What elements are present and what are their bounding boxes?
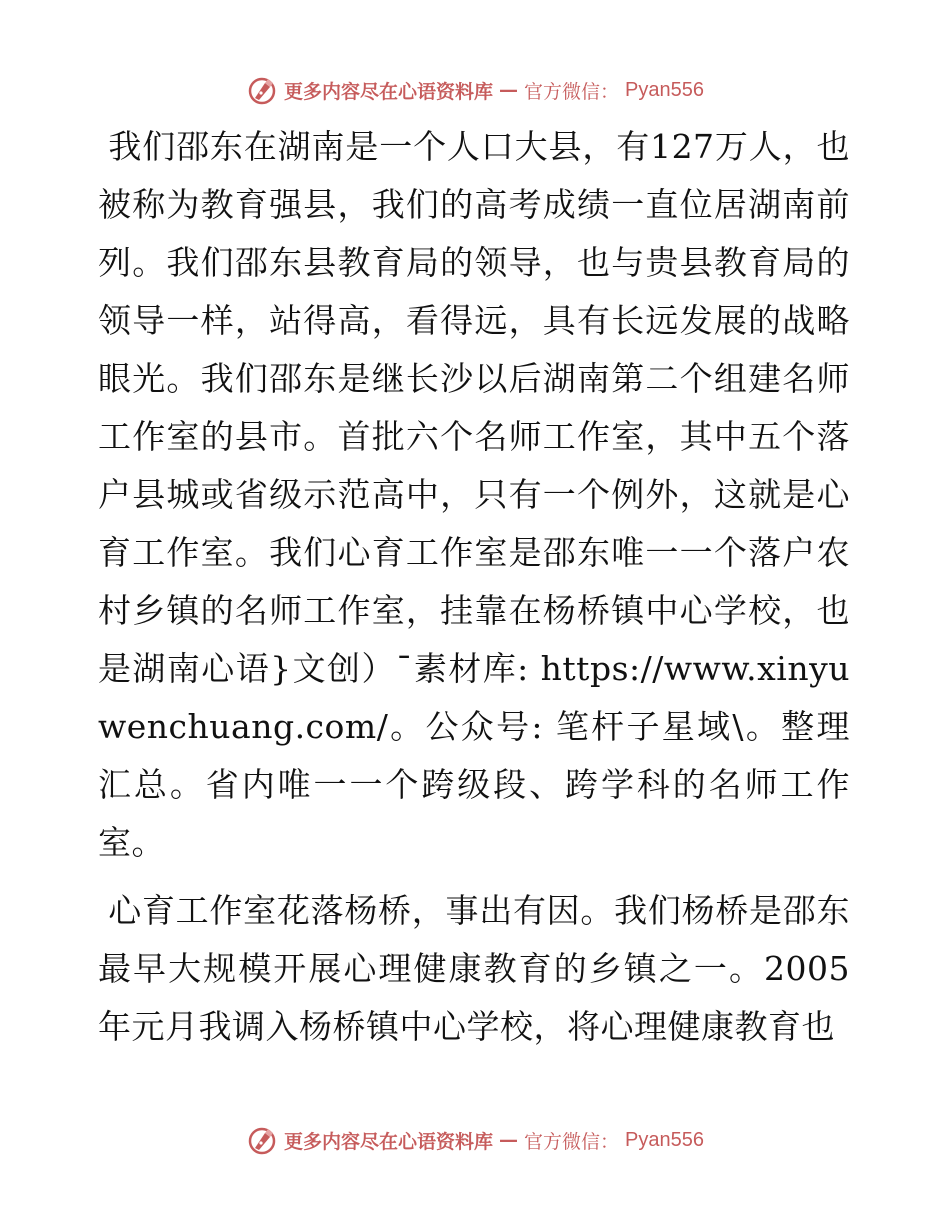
header-wechat-id: Pyan556 xyxy=(625,78,704,101)
document-body xyxy=(98,118,850,1066)
footer-dash: — xyxy=(499,1129,519,1151)
paragraph-2 xyxy=(98,882,850,1056)
header-wechat-label: 官方微信： xyxy=(524,80,620,103)
paragraph-1-text: 我们邵东在湖南是一个人口大县，有127万人，也被称为教育强县，我们的高考成绩一直位居湖南前列。我们邵东县教育局的领导，也与贵县教育局的领导一样，站得高，看得远，具有长远发展的战略眼光。我们邵东是继长沙以后湖南第二个组建名师工作室的县市。首批六个名师工作室，其中五个落户县城或省级示范高中，只有一个例外，这就是心育工作室。我们心育工作室是邵东唯一一个落户农村乡镇的名师工作室，挂靠在杨桥镇中心学校，也是湖南心语}文创）¯素材库: https://www.xinyuwenchuang.com/。公众号: 笔杆子星域\。整理汇总。省内唯一一个跨级段、跨学科的名师工作室。 xyxy=(98,127,850,862)
footer-wechat-label: 官方微信： xyxy=(524,1130,620,1153)
footer-slogan: 更多内容尽在心语资料库 xyxy=(284,1130,494,1153)
header-slogan: 更多内容尽在心语资料库 xyxy=(284,80,494,103)
header-dash: — xyxy=(499,79,519,101)
pen-nib-icon xyxy=(246,1124,278,1156)
pen-nib-icon xyxy=(246,74,278,106)
header-banner xyxy=(0,70,950,110)
paragraph-1 xyxy=(98,118,850,872)
paragraph-2-text: 心育工作室花落杨桥，事出有因。我们杨桥是邵东最早大规模开展心理健康教育的乡镇之一。2005年元月我调入杨桥镇中心学校，将心理健康教育也 xyxy=(98,891,850,1046)
footer-wechat-id: Pyan556 xyxy=(625,1128,704,1151)
footer-banner xyxy=(0,1120,950,1160)
